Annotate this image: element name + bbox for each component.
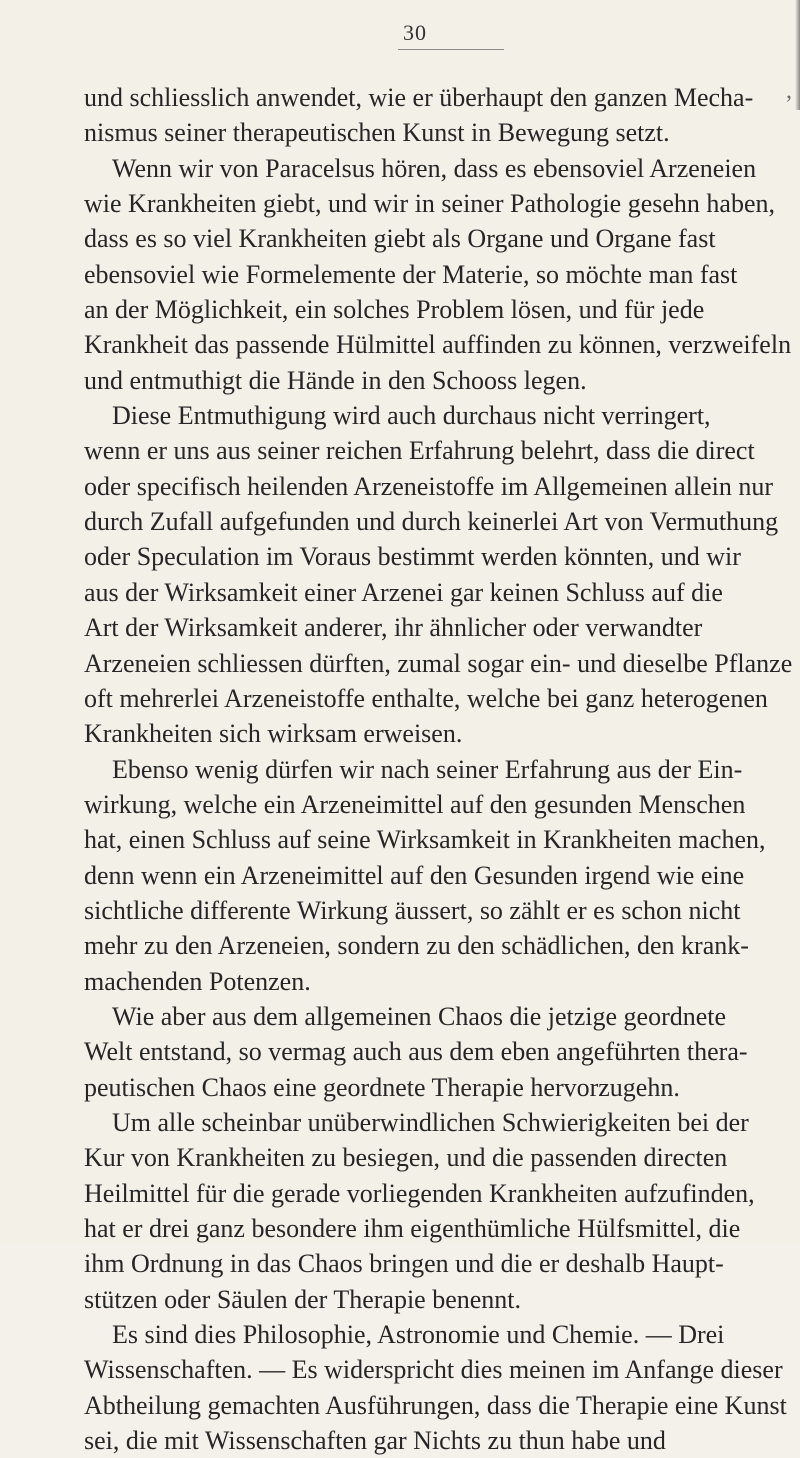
text-line: wie Krankheiten giebt, und wir in seiner Pathologie gesehn haben, <box>84 189 775 219</box>
text-line: Krankheit das passende Hülmittel auffinden zu können, verzweifeln <box>84 330 792 360</box>
text-line: Arzeneien schliessen dürften, zumal sogar ein- und dieselbe Pflanze <box>84 648 793 678</box>
text-line: Wissenschaften. — Es widerspricht dies meinen im Anfange dieser <box>84 1355 783 1385</box>
text-line: Art der Wirksamkeit anderer, ihr ähnlicher oder verwandter <box>84 613 703 643</box>
text-line: Ebenso wenig dürfen wir nach seiner Erfahrung aus der Ein- <box>112 754 743 784</box>
text-line: wenn er uns aus seiner reichen Erfahrung belehrt, dass die direct <box>84 436 755 466</box>
text-line: Wenn wir von Paracelsus hören, dass es ebensoviel Arzeneien <box>112 153 757 183</box>
text-line: stützen oder Säulen der Therapie benennt. <box>84 1284 522 1314</box>
text-line: dass es so viel Krankheiten giebt als Organe und Organe fast <box>84 224 716 254</box>
text-line: an der Möglichkeit, ein solches Problem lösen, und für jede <box>84 295 705 325</box>
page-edge-shadow <box>795 0 800 110</box>
text-line: Um alle scheinbar unüberwindlichen Schwierigkeiten bei der <box>112 1107 749 1137</box>
text-line: mehr zu den Arzeneien, sondern zu den schädlichen, den krank- <box>84 931 749 961</box>
text-line: ihm Ordnung in das Chaos bringen und die er deshalb Haupt- <box>84 1249 724 1279</box>
text-line: aus der Wirksamkeit einer Arzenei gar keinen Schluss auf die <box>84 577 723 607</box>
text-line: Kur von Krankheiten zu besiegen, und die passenden directen <box>84 1143 728 1173</box>
text-line: sei, die mit Wissenschaften gar Nichts zu thun habe und <box>84 1426 666 1456</box>
text-line: durch Zufall aufgefunden und durch keinerlei Art von Vermuthung <box>84 507 779 537</box>
text-line: ebensoviel wie Formelemente der Materie, so möchte man fast <box>84 259 738 289</box>
text-line: wirkung, welche ein Arzeneimittel auf den gesunden Menschen <box>84 789 746 819</box>
text-line: und schliesslich anwendet, wie er überhaupt den ganzen Mecha- <box>84 83 754 112</box>
text-line: hat, einen Schluss auf seine Wirksamkeit in Krankheiten machen, <box>84 825 766 855</box>
text-line: Krankheiten sich wirksam erweisen. <box>84 719 463 749</box>
text-line: hat er drei ganz besondere ihm eigenthümliche Hülfsmittel, die <box>84 1214 741 1243</box>
margin-mark: , <box>786 78 792 104</box>
text-line: oder specifisch heilenden Arzeneistoffe im Allgemeinen allein nur <box>84 471 774 501</box>
text-line: Welt entstand, so vermag auch aus dem eben angeführten thera- <box>84 1037 748 1067</box>
text-line: peutischen Chaos eine geordnete Therapie hervorzugehn. <box>84 1072 680 1102</box>
page-number: 30 <box>403 20 427 45</box>
text-line: Abtheilung gemachten Ausführungen, dass die Therapie eine Kunst <box>84 1390 787 1420</box>
text-line: Wie aber aus dem allgemeinen Chaos die jetzige geordnete <box>112 1001 727 1031</box>
text-line: oft mehrerlei Arzeneistoffe enthalte, welche bei ganz heterogenen <box>84 683 768 713</box>
text-line: denn wenn ein Arzeneimittel auf den Gesunden irgend wie eine <box>84 860 745 890</box>
text-line: Diese Entmuthigung wird auch durchaus nicht verringert, <box>112 401 711 431</box>
text-line: sichtliche differente Wirkung äussert, so zählt er es schon nicht <box>84 895 741 925</box>
text-line: Heilmittel für die gerade vorliegenden Krankheiten aufzufinden, <box>84 1178 755 1208</box>
text-line: und entmuthigt die Hände in den Schooss legen. <box>84 365 587 395</box>
text-line: machenden Potenzen. <box>84 966 311 996</box>
text-line: oder Speculation im Voraus bestimmt werden könnten, und wir <box>84 542 741 572</box>
text-line: Es sind dies Philosophie, Astronomie und Chemie. — Drei <box>112 1320 725 1350</box>
body-text <box>84 80 793 1458</box>
page-number-rule <box>398 49 504 50</box>
text-line: nismus seiner therapeutischen Kunst in Bewegung setzt. <box>84 118 670 148</box>
